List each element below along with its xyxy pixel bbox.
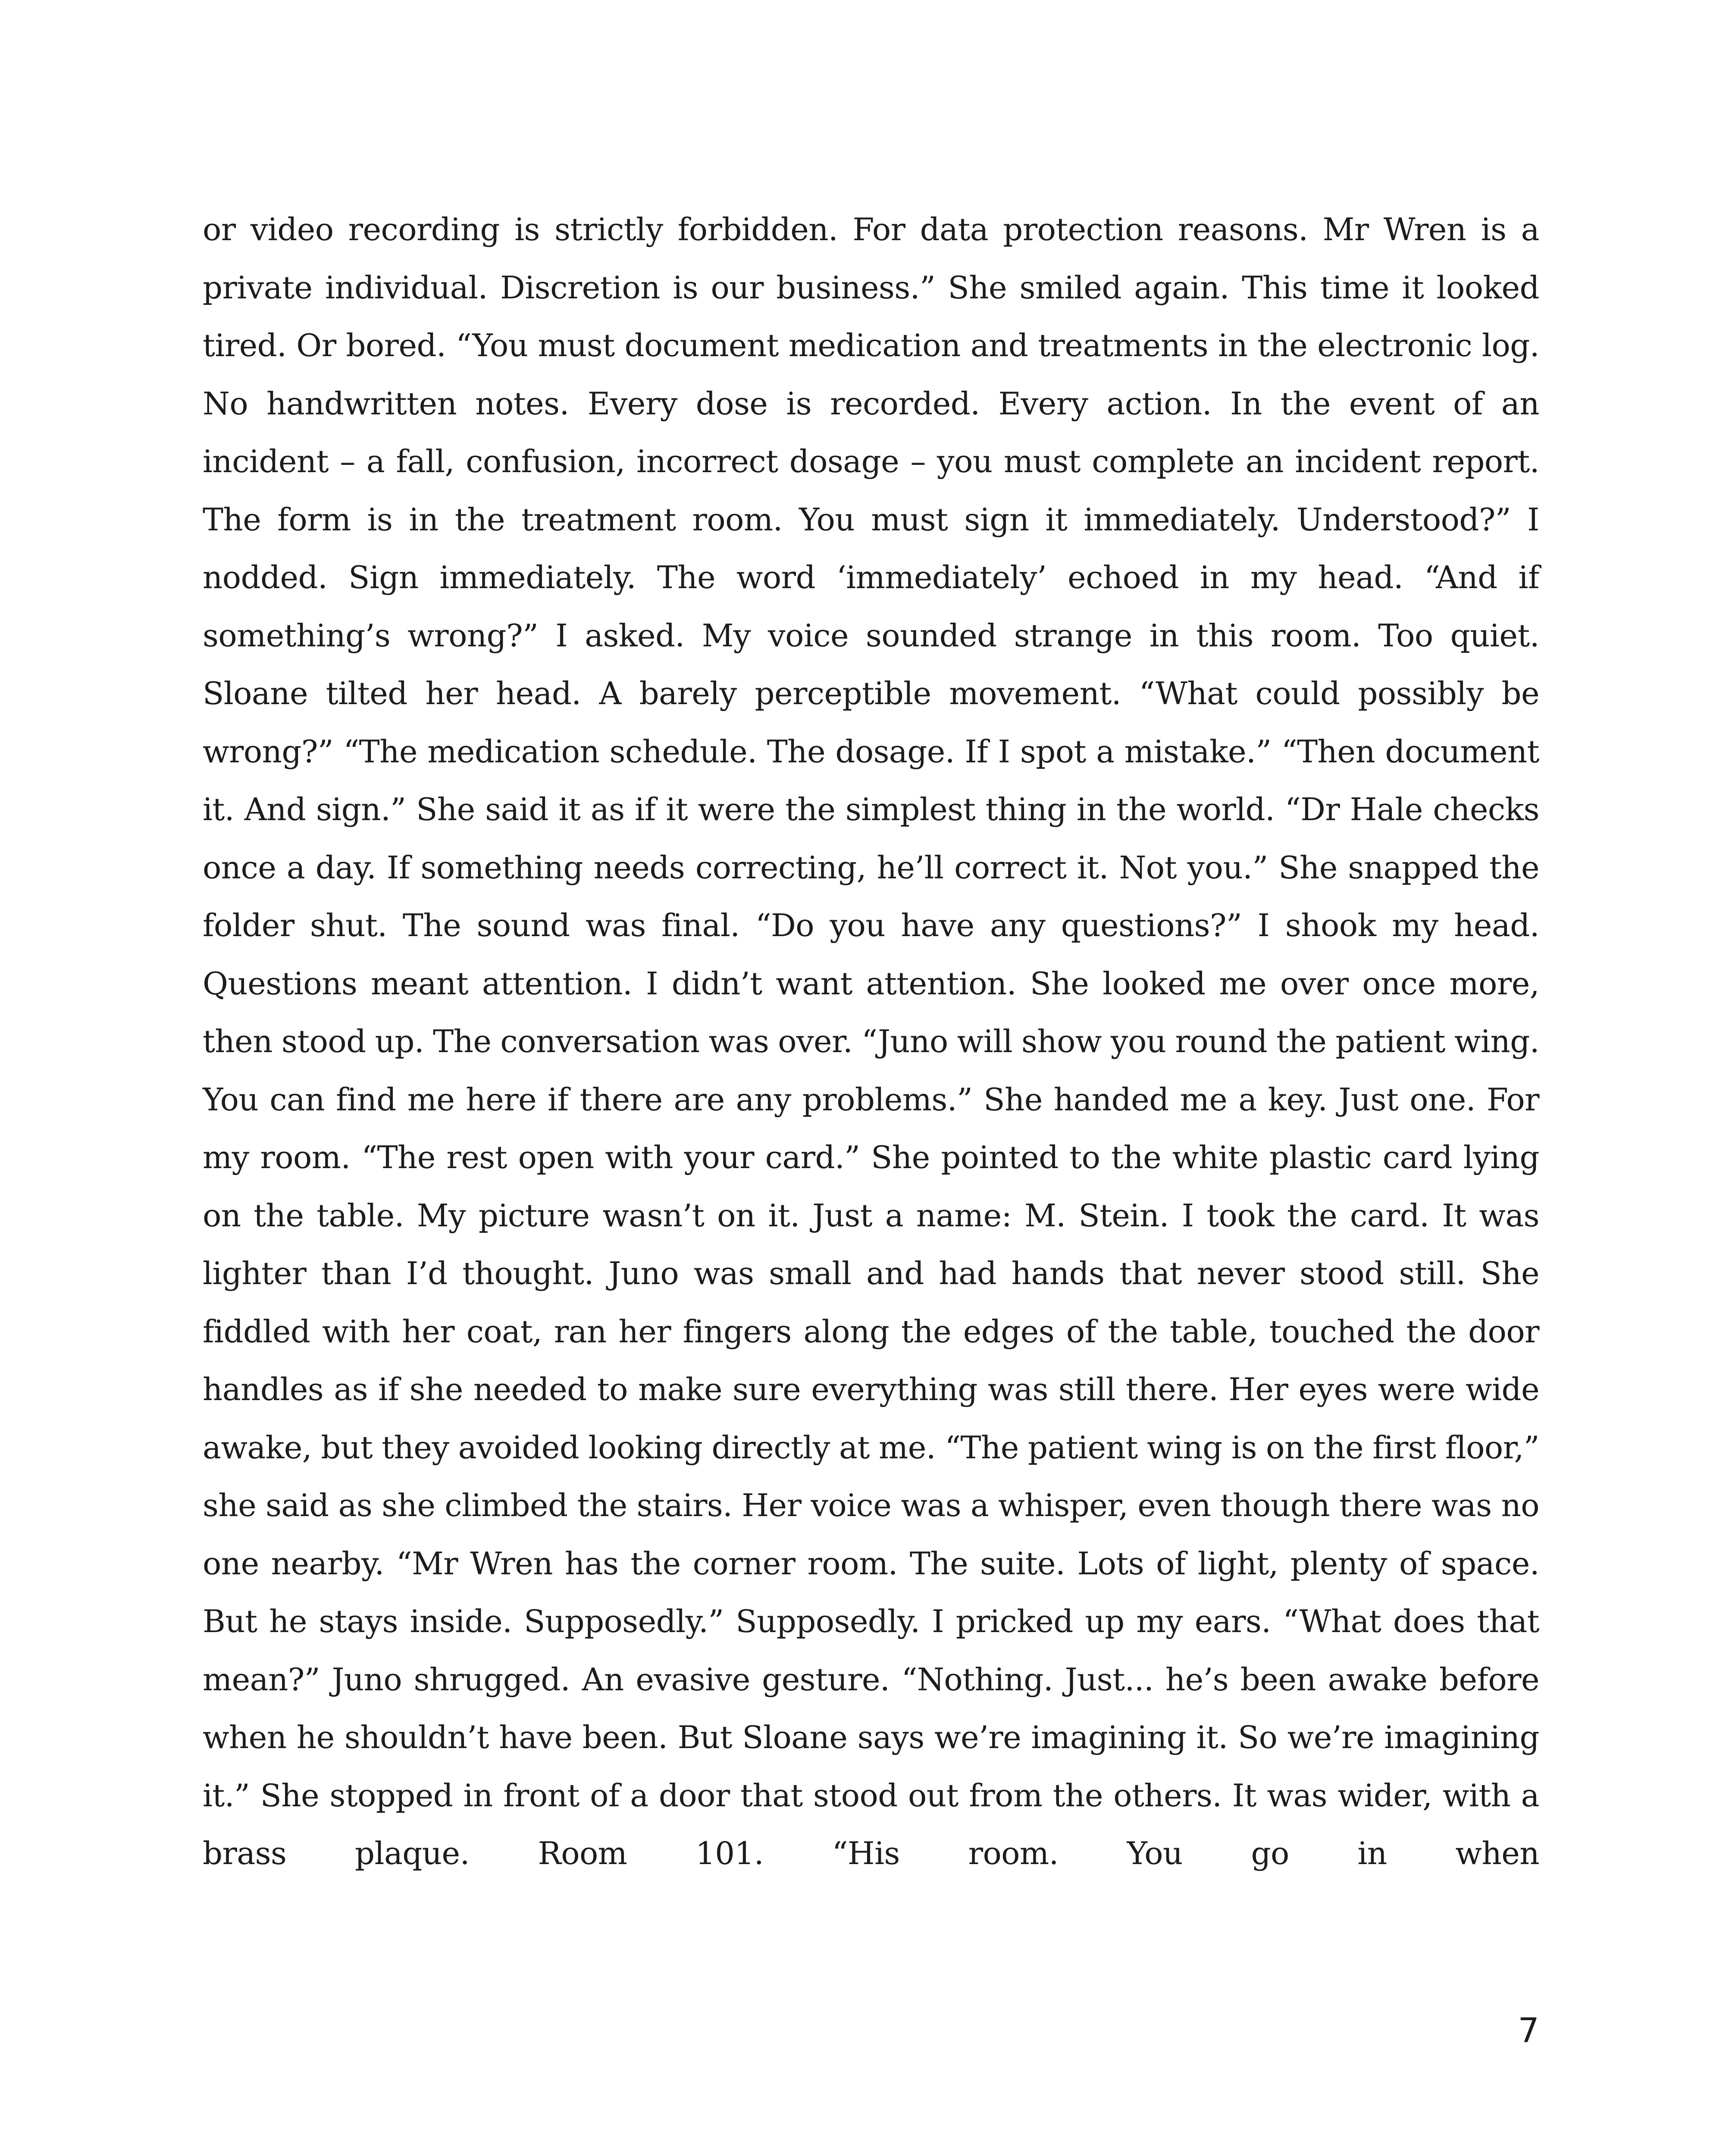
page-number: 7 (1518, 2012, 1539, 2050)
body-text: or video recording is strictly forbidden. For data protection reasons. Mr Wren is a private individual. Discretion is our business.” She smiled again. This time it looked tired. Or bored. “You must document medication and treatments in the electronic log. No handwritten notes. Every dose is recorded. Every action. In the event of an incident – a fall, confusion, incorrect dosage – you must complete an incident report. The form is in the treatment room. You must sign it immediately. Understood?” I nodded. Sign immediately. The word ‘immediately’ echoed in my head. “And if something’s wrong?” I asked. My voice sounded strange in this room. Too quiet. Sloane tilted her head. A barely perceptible movement. “What could possibly be wrong?” “The medication schedule. The dosage. If I spot a mistake.” “Then document it. And sign.” She said it as if it were the simplest thing in the world. “Dr Hale checks once a day. If something needs correcting, he’ll correct it. Not you.” She snapped the folder shut. The sound was final. “Do you have any questions?” I shook my head. Questions meant attention. I didn’t want attention. She looked me over once more, then stood up. The conversation was over. “Juno will show you round the patient wing. You can find me here if there are any problems.” She handed me a key. Just one. For my room. “The rest open with your card.” She pointed to the white plastic card lying on the table. My picture wasn’t on it. Just a name: M. Stein. I took the card. It was lighter than I’d thought. Juno was small and had hands that never stood still. She fiddled with her coat, ran her fingers along the edges of the table, touched the door handles as if she needed to make sure everything was still there. Her eyes were wide awake, but they avoided looking directly at me. “The patient wing is on the first floor,” she said as she climbed the stairs. Her voice was a whisper, even though there was no one nearby. “Mr Wren has the corner room. The suite. Lots of light, plenty of space. But he stays inside. Supposedly.” Supposedly. I pricked up my ears. “What does that mean?” Juno shrugged. An evasive gesture. “Nothing. Just... he’s been awake before when he shouldn’t have been. But Sloane says we’re imagining it. So we’re imagining it.” She stopped in front of a door that stood out from the others. It was wider, with a brass plaque. Room 101. “His room. You go in when (203, 211, 1539, 1871)
